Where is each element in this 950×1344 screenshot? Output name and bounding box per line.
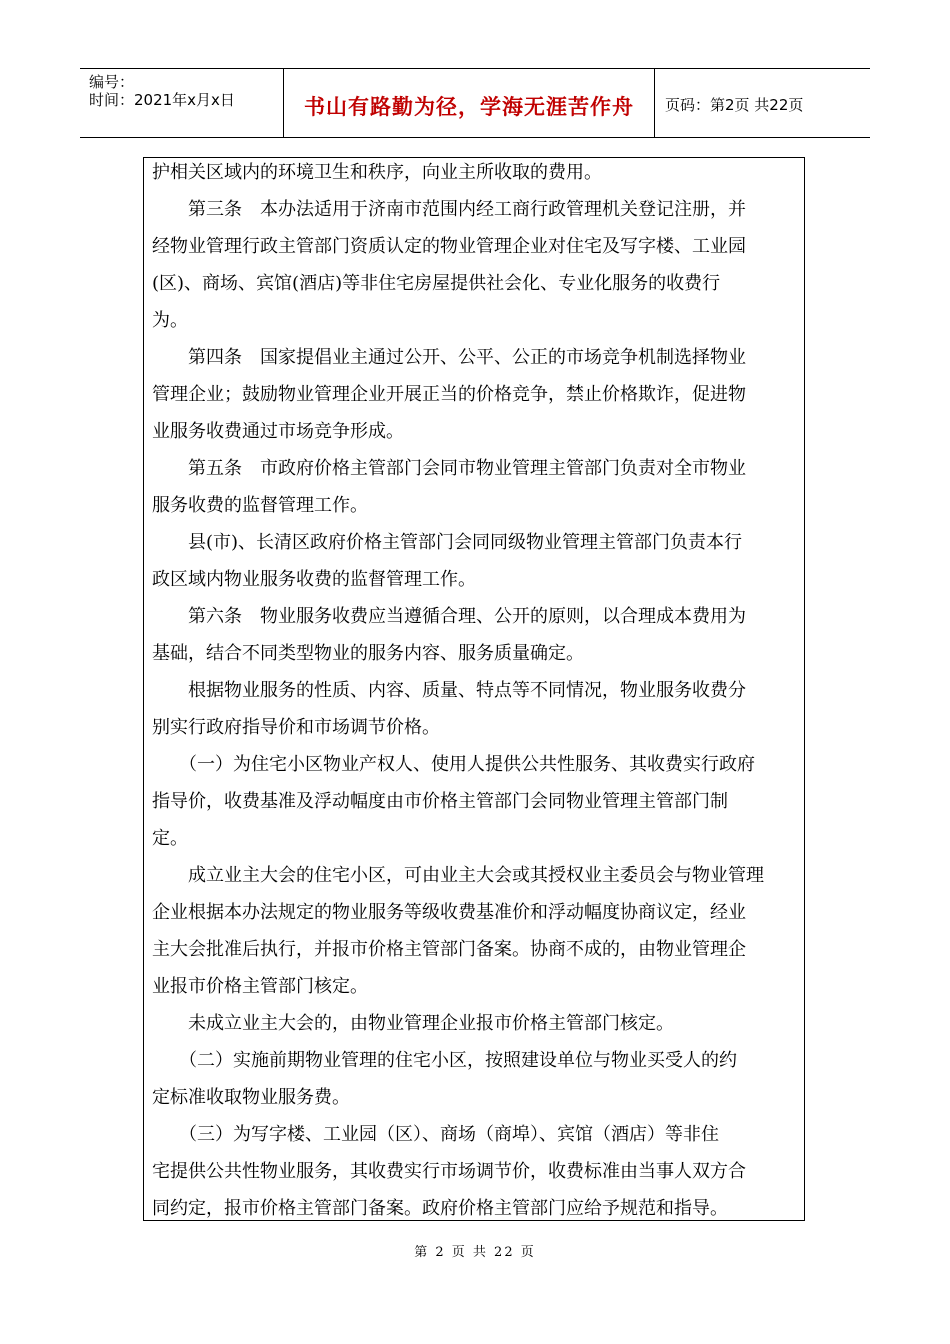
- paragraph-line: 第四条 国家提倡业主通过公开、公平、公正的市场竞争机制选择物业: [152, 347, 746, 368]
- paragraph-line: 成立业主大会的住宅小区，可由业主大会或其授权业主委员会与物业管理: [152, 865, 764, 886]
- paragraph-line: 定。: [152, 828, 188, 849]
- paragraph-line: 基础，结合不同类型物业的服务内容、服务质量确定。: [152, 643, 584, 664]
- paragraph-line: 为。: [152, 310, 188, 331]
- paragraph-line: 管理企业；鼓励物业管理企业开展正当的价格竞争，禁止价格欺诈，促进物: [152, 384, 746, 405]
- header-page-number: 页码：第2页 共22页: [665, 96, 804, 114]
- paragraph-line: 第五条 市政府价格主管部门会同市物业管理主管部门负责对全市物业: [152, 458, 746, 479]
- paragraph-line: （二）实施前期物业管理的住宅小区，按照建设单位与物业买受人的约: [152, 1050, 737, 1071]
- content-box: [143, 157, 805, 1221]
- paragraph-line: 别实行政府指导价和市场调节价格。: [152, 717, 440, 738]
- header-page-cell: [655, 69, 870, 137]
- paragraph-line: 根据物业服务的性质、内容、质量、特点等不同情况，物业服务收费分: [152, 680, 746, 701]
- paragraph-line: 第三条 本办法适用于济南市范围内经工商行政管理机关登记注册，并: [152, 199, 746, 220]
- paragraph-line: 业服务收费通过市场竞争形成。: [152, 421, 404, 442]
- paragraph-line: 经物业管理行政主管部门资质认定的物业管理企业对住宅及写字楼、工业园: [152, 236, 746, 257]
- paragraph-line: 定标准收取物业服务费。: [152, 1087, 350, 1108]
- paragraph: [152, 191, 800, 339]
- paragraph-line: 第六条 物业服务收费应当遵循合理、公开的原则，以合理成本费用为: [152, 606, 746, 627]
- paragraph-line: 未成立业主大会的，由物业管理企业报市价格主管部门核定。: [152, 1013, 674, 1034]
- paragraph: [152, 746, 800, 857]
- paragraph-line: 宅提供公共性物业服务，其收费实行市场调节价，收费标准由当事人双方合: [152, 1161, 746, 1182]
- doc-code-label: 编号：: [89, 73, 135, 91]
- paragraph: [152, 598, 800, 672]
- paragraph-line: 同约定，报市价格主管部门备案。政府价格主管部门应给予规范和指导。: [152, 1198, 728, 1219]
- header-motto: 书山有路勤为径，学海无涯苦作舟: [304, 95, 634, 119]
- paragraph: [152, 1116, 800, 1227]
- paragraph: [152, 450, 800, 524]
- paragraph-line: 县(市)、长清区政府价格主管部门会同同级物业管理主管部门负责本行: [152, 532, 743, 553]
- page-header: [80, 68, 870, 138]
- paragraph-line: 主大会批准后执行，并报市价格主管部门备案。协商不成的，由物业管理企: [152, 939, 746, 960]
- paragraph-line: 护相关区域内的环境卫生和秩序，向业主所收取的费用。: [152, 162, 602, 183]
- paragraph-line: 指导价，收费基准及浮动幅度由市价格主管部门会同物业管理主管部门制: [152, 791, 728, 812]
- paragraph-line: (区)、商场、宾馆(酒店)等非住宅房屋提供社会化、专业化服务的收费行: [152, 273, 721, 294]
- paragraph: [152, 154, 800, 191]
- paragraph: [152, 857, 800, 1005]
- paragraph-line: 政区域内物业服务收费的监督管理工作。: [152, 569, 476, 590]
- page-footer: 第 2 页 共 22 页: [414, 1245, 536, 1260]
- paragraph: [152, 672, 800, 746]
- doc-time-label: 时间：2021年x月x日: [89, 91, 235, 109]
- paragraph: [152, 1005, 800, 1042]
- paragraph-line: 企业根据本办法规定的物业服务等级收费基准价和浮动幅度协商议定，经业: [152, 902, 746, 923]
- header-meta-cell: [80, 69, 284, 137]
- paragraph: [152, 339, 800, 450]
- paragraph: [152, 1042, 800, 1116]
- paragraph-line: 服务收费的监督管理工作。: [152, 495, 368, 516]
- paragraph: [152, 524, 800, 598]
- header-motto-cell: [284, 69, 655, 137]
- paragraph-line: （一）为住宅小区物业产权人、使用人提供公共性服务、其收费实行政府: [152, 754, 755, 775]
- paragraph-line: （三）为写字楼、工业园（区）、商场（商埠）、宾馆（酒店）等非住: [152, 1124, 719, 1145]
- paragraph-line: 业报市价格主管部门核定。: [152, 976, 368, 997]
